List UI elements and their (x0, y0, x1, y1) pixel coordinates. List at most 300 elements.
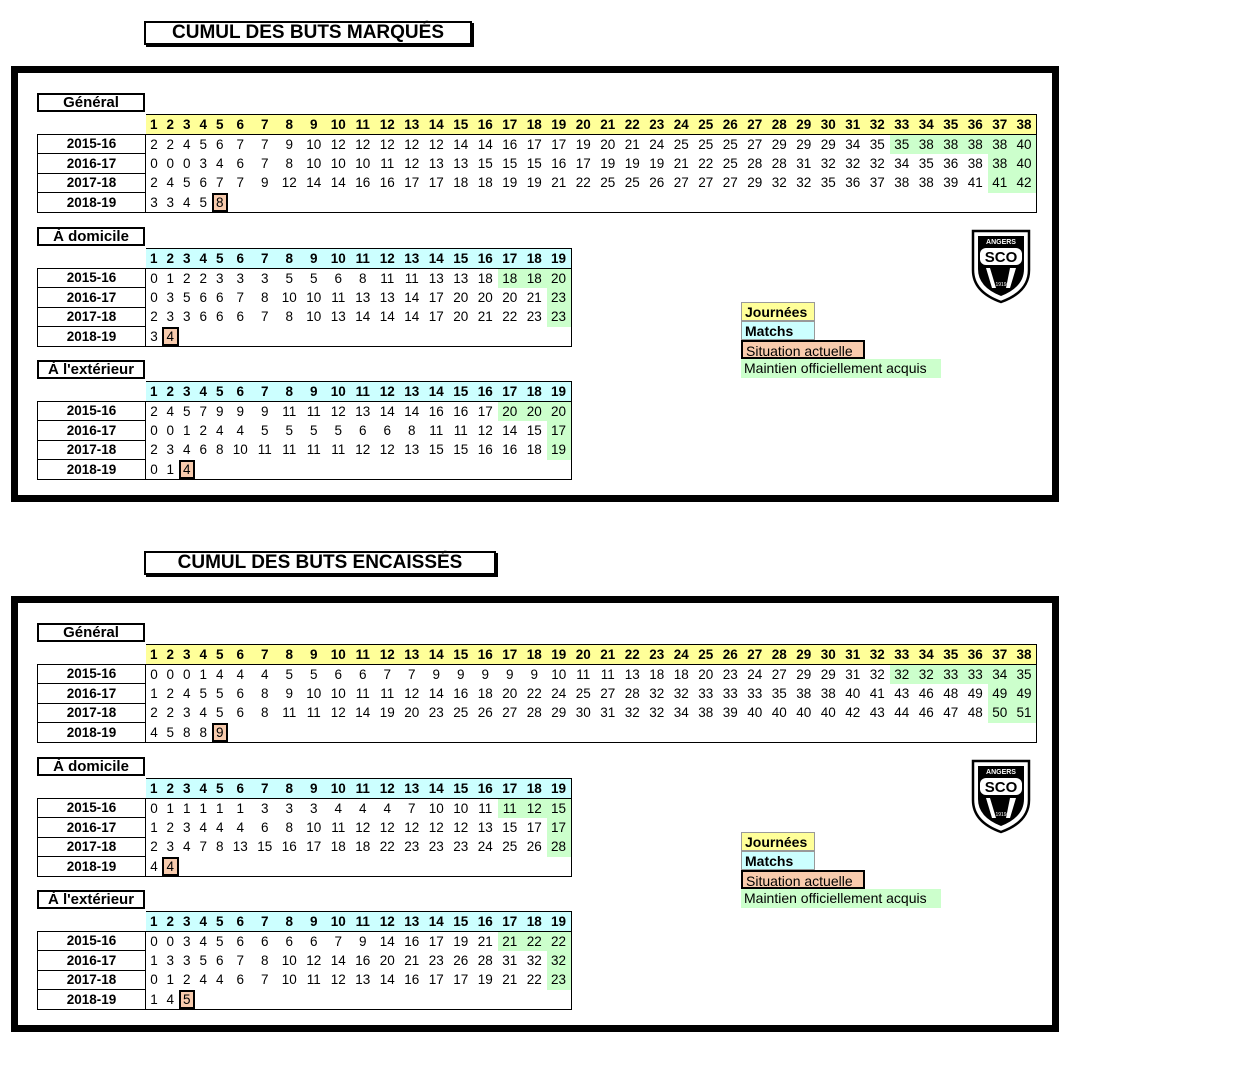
cumul-cell: 4 (375, 798, 400, 818)
cumul-cell (767, 723, 792, 743)
cumul-cell: 21 (498, 931, 523, 951)
cumul-cell: 4 (215, 819, 224, 835)
cumul-cell: 3 (182, 952, 191, 968)
matchday-header: 3 (179, 912, 196, 932)
matchday-header: 2 (162, 115, 179, 135)
cumul-cell: 12 (306, 952, 322, 968)
cumul-cell: 38 (988, 134, 1013, 154)
cumul-cell: 11 (331, 819, 346, 835)
cumul-cell: 32 (673, 685, 689, 701)
matchday-header: 12 (375, 249, 400, 269)
cumul-cell (400, 990, 425, 1010)
cumul-cell: 20 (596, 134, 621, 154)
cumul-cell: 17 (547, 818, 572, 838)
cumul-cell: 5 (277, 664, 302, 684)
matchday-header: 12 (375, 382, 400, 402)
cumul-cell: 32 (796, 175, 812, 191)
cumul-cell: 4 (212, 664, 229, 684)
cumul-cell (195, 327, 212, 347)
cumul-cell (302, 723, 327, 743)
cumul-cell: 3 (253, 798, 278, 818)
cumul-cell (424, 990, 449, 1010)
cumul-cell: 2 (182, 972, 191, 988)
cumul-cell (547, 193, 572, 213)
cumul-cell (547, 723, 572, 743)
cumul-cell: 20 (522, 401, 547, 421)
cumul-cell: 22 (575, 175, 591, 191)
cumul-cell: 4 (351, 798, 376, 818)
current-cell: 8 (212, 193, 229, 213)
cumul-cell: 9 (212, 401, 229, 421)
cumul-cell: 12 (330, 705, 346, 721)
cumul-cell: 0 (150, 422, 158, 438)
cumul-cell: 15 (453, 442, 469, 458)
cumul-cell: 5 (285, 422, 293, 438)
cumul-cell: 28 (771, 155, 787, 171)
cumul-cell: 35 (918, 155, 934, 171)
cumul-cell: 19 (624, 155, 640, 171)
header-spacer (38, 249, 146, 269)
cumul-cell: 19 (571, 134, 596, 154)
cumul-cell (253, 460, 278, 480)
cumul-cell: 6 (228, 931, 253, 951)
cumul-cell: 38 (939, 134, 964, 154)
cumul-cell: 6 (383, 422, 391, 438)
cumul-cell: 14 (502, 422, 518, 438)
cumul-cell (277, 327, 302, 347)
cumul-cell: 42 (1012, 173, 1037, 193)
cumul-table (37, 381, 572, 480)
cumul-cell: 0 (166, 422, 174, 438)
matchday-header: 19 (547, 382, 572, 402)
cumul-cell: 2 (150, 309, 158, 325)
cumul-cell (473, 990, 498, 1010)
cumul-cell: 3 (182, 705, 191, 721)
matchday-header: 6 (228, 249, 253, 269)
current-cell: 4 (162, 327, 179, 347)
cumul-cell: 21 (620, 134, 645, 154)
cumul-cell: 38 (988, 154, 1013, 174)
cumul-cell (228, 723, 253, 743)
cumul-cell: 10 (306, 819, 322, 835)
matchday-header: 23 (645, 115, 670, 135)
matchday-header: 33 (890, 645, 915, 665)
matchday-header: 9 (302, 645, 327, 665)
cumul-cell (841, 193, 866, 213)
cumul-cell: 25 (624, 175, 640, 191)
cumul-cell: 15 (547, 798, 572, 818)
season-label: 2016-17 (38, 818, 146, 838)
cumul-cell: 5 (199, 685, 207, 701)
matchday-header: 18 (522, 382, 547, 402)
matchday-header: 29 (792, 115, 817, 135)
cumul-cell: 26 (649, 175, 665, 191)
cumul-cell: 19 (547, 440, 572, 460)
cumul-cell: 6 (260, 819, 269, 835)
season-label: 2018-19 (38, 460, 146, 480)
cumul-cell: 11 (277, 401, 302, 421)
cumul-cell: 37 (869, 175, 885, 191)
cumul-cell: 29 (792, 134, 817, 154)
cumul-cell: 21 (404, 952, 420, 968)
cumul-cell: 0 (166, 155, 174, 171)
cumul-cell: 41 (869, 685, 885, 701)
cumul-cell: 10 (355, 155, 371, 171)
matchday-header: 11 (351, 645, 376, 665)
cumul-cell: 44 (894, 705, 910, 721)
cumul-cell: 25 (669, 134, 694, 154)
matchday-header: 25 (694, 115, 719, 135)
cumul-cell: 9 (473, 664, 498, 684)
cumul-cell: 9 (498, 664, 523, 684)
cumul-cell: 14 (375, 931, 400, 951)
cumul-cell (302, 327, 327, 347)
cumul-cell: 11 (306, 442, 321, 458)
cumul-cell: 11 (498, 798, 523, 818)
cumul-cell: 16 (477, 442, 493, 458)
cumul-cell (988, 723, 1013, 743)
cumul-cell (473, 460, 498, 480)
cumul-cell (326, 193, 351, 213)
cumul-cell: 4 (162, 401, 179, 421)
matchday-header: 27 (743, 645, 768, 665)
cumul-cell: 12 (379, 819, 395, 835)
cumul-cell (620, 723, 645, 743)
cumul-cell: 0 (150, 289, 158, 305)
cumul-cell (498, 857, 523, 877)
cumul-cell: 4 (253, 664, 278, 684)
matchday-header: 28 (767, 115, 792, 135)
cumul-cell (669, 723, 694, 743)
cumul-cell: 3 (146, 193, 163, 213)
cumul-cell: 6 (199, 175, 207, 191)
matchday-header: 3 (179, 382, 196, 402)
matchday-header: 31 (841, 115, 866, 135)
cumul-cell: 17 (428, 289, 444, 305)
header-spacer (38, 779, 146, 799)
cumul-cell: 33 (722, 685, 738, 701)
cumul-cell: 0 (150, 972, 158, 988)
matchday-header: 18 (522, 779, 547, 799)
matchday-header: 13 (400, 912, 425, 932)
cumul-cell: 11 (282, 705, 297, 721)
matchday-header: 1 (146, 779, 163, 799)
cumul-cell: 1 (162, 798, 179, 818)
matchday-header: 10 (326, 779, 351, 799)
cumul-cell: 2 (150, 705, 158, 721)
season-label: 2017-18 (38, 173, 146, 193)
logo-top-text: ANGERS (986, 239, 1016, 246)
cumul-cell: 11 (282, 442, 297, 458)
matchday-header: 6 (228, 912, 253, 932)
cumul-cell: 14 (330, 175, 346, 191)
cumul-cell (547, 327, 572, 347)
matchday-header: 13 (400, 645, 425, 665)
cumul-cell: 9 (260, 175, 269, 191)
cumul-cell: 23 (547, 307, 572, 327)
cumul-cell: 19 (477, 972, 493, 988)
season-label: 2015-16 (38, 664, 146, 684)
cumul-cell: 23 (547, 970, 572, 990)
cumul-cell (816, 193, 841, 213)
matchday-header: 11 (351, 115, 376, 135)
section-title: CUMUL DES BUTS ENCAISSÉS (144, 551, 496, 575)
cumul-cell: 25 (502, 839, 518, 855)
cumul-cell: 0 (146, 460, 163, 480)
season-label: 2018-19 (38, 193, 146, 213)
cumul-cell: 17 (547, 421, 572, 441)
cumul-cell (326, 460, 351, 480)
matchday-header: 6 (228, 779, 253, 799)
cumul-cell (522, 990, 547, 1010)
matchday-header: 20 (571, 645, 596, 665)
cumul-cell: 23 (526, 309, 542, 325)
cumul-cell: 32 (771, 175, 787, 191)
matchday-header: 10 (326, 115, 351, 135)
cumul-cell: 39 (722, 705, 738, 721)
cumul-cell: 4 (199, 705, 207, 721)
cumul-cell (400, 857, 425, 877)
cumul-cell: 7 (228, 134, 253, 154)
cumul-cell: 5 (182, 175, 191, 191)
cumul-cell: 18 (453, 175, 469, 191)
legend (741, 832, 941, 908)
cumul-cell: 17 (404, 175, 420, 191)
cumul-cell: 0 (146, 931, 163, 951)
cumul-cell: 17 (547, 134, 572, 154)
cumul-cell: 6 (215, 309, 224, 325)
cumul-cell: 28 (526, 705, 542, 721)
legend-situation-actuelle: Situation actuelle (741, 340, 865, 359)
sco-angers-logo (970, 228, 1032, 304)
season-label: 2017-18 (38, 703, 146, 723)
cumul-cell: 1 (150, 685, 158, 701)
cumul-cell: 14 (330, 952, 346, 968)
cumul-cell (498, 327, 523, 347)
matchday-header: 32 (865, 645, 890, 665)
cumul-cell: 4 (182, 685, 191, 701)
cumul-cell: 11 (596, 664, 621, 684)
cumul-cell: 15 (502, 819, 518, 835)
cumul-cell (547, 857, 572, 877)
cumul-cell (195, 857, 212, 877)
matchday-header: 8 (277, 779, 302, 799)
cumul-cell: 10 (306, 289, 322, 305)
cumul-cell: 14 (400, 401, 425, 421)
cumul-cell: 12 (404, 685, 420, 701)
matchday-header: 2 (162, 912, 179, 932)
cumul-cell: 9 (285, 685, 293, 701)
cumul-cell: 0 (150, 155, 158, 171)
cumul-cell: 22 (526, 685, 542, 701)
cumul-cell: 29 (816, 664, 841, 684)
cumul-cell: 11 (302, 401, 327, 421)
cumul-cell: 3 (277, 798, 302, 818)
season-label: 2016-17 (38, 421, 146, 441)
matchday-header: 19 (547, 115, 572, 135)
cumul-cell: 35 (890, 134, 915, 154)
cumul-cell: 2 (195, 268, 212, 288)
cumul-cell (718, 193, 743, 213)
matchday-header: 4 (195, 912, 212, 932)
cumul-cell (498, 193, 523, 213)
cumul-cell: 46 (918, 685, 934, 701)
cumul-cell (424, 460, 449, 480)
cumul-cell (449, 460, 474, 480)
cumul-cell: 4 (199, 972, 207, 988)
cumul-cell (179, 857, 196, 877)
cumul-cell: 13 (620, 664, 645, 684)
cumul-cell: 48 (943, 685, 959, 701)
matchday-header: 4 (195, 249, 212, 269)
cumul-cell: 28 (477, 952, 493, 968)
cumul-cell: 16 (502, 442, 518, 458)
cumul-cell: 22 (547, 931, 572, 951)
cumul-cell (939, 723, 964, 743)
cumul-cell: 25 (722, 155, 738, 171)
cumul-cell: 12 (404, 819, 420, 835)
cumul-cell: 17 (575, 155, 591, 171)
cumul-cell (694, 723, 719, 743)
cumul-cell: 38 (796, 685, 812, 701)
cumul-cell: 4 (215, 155, 224, 171)
matchday-header: 2 (162, 645, 179, 665)
cumul-cell: 18 (645, 664, 670, 684)
cumul-cell: 5 (215, 685, 224, 701)
cumul-cell: 17 (428, 175, 444, 191)
cumul-cell (449, 193, 474, 213)
cumul-cell: 2 (150, 839, 158, 855)
cumul-cell: 17 (522, 134, 547, 154)
matchday-header: 7 (253, 645, 278, 665)
cumul-cell: 15 (502, 155, 518, 171)
cumul-cell: 7 (253, 134, 278, 154)
cumul-cell: 6 (358, 422, 367, 438)
cumul-cell: 12 (428, 819, 444, 835)
matchday-header: 16 (473, 645, 498, 665)
cumul-cell: 27 (502, 705, 518, 721)
matchday-header: 10 (326, 645, 351, 665)
cumul-cell: 23 (428, 839, 444, 855)
matchday-header: 38 (1012, 115, 1037, 135)
cumul-cell: 12 (326, 401, 351, 421)
cumul-cell: 10 (232, 442, 248, 458)
cumul-cell: 8 (407, 422, 416, 438)
cumul-cell: 10 (424, 798, 449, 818)
cumul-cell: 14 (379, 309, 395, 325)
cumul-cell: 0 (179, 664, 196, 684)
matchday-header: 15 (449, 645, 474, 665)
cumul-cell: 9 (277, 134, 302, 154)
cumul-cell: 25 (575, 685, 591, 701)
cumul-cell: 43 (869, 705, 885, 721)
cumul-cell: 34 (841, 134, 866, 154)
cumul-cell: 19 (649, 155, 665, 171)
matchday-header: 6 (228, 115, 253, 135)
cumul-cell: 11 (429, 422, 444, 438)
matchday-header: 11 (351, 912, 376, 932)
cumul-cell (498, 990, 523, 1010)
matchday-header: 19 (547, 645, 572, 665)
cumul-cell: 10 (281, 972, 297, 988)
cumul-cell: 3 (182, 819, 191, 835)
cumul-cell: 27 (722, 175, 738, 191)
logo-top-text: ANGERS (986, 769, 1016, 776)
matchday-header: 1 (146, 645, 163, 665)
cumul-cell: 17 (526, 819, 542, 835)
cumul-cell: 12 (404, 155, 420, 171)
cumul-cell: 35 (865, 134, 890, 154)
cumul-cell (302, 193, 327, 213)
matchday-header: 11 (351, 249, 376, 269)
cumul-cell (522, 857, 547, 877)
cumul-cell: 3 (166, 309, 174, 325)
cumul-cell (326, 723, 351, 743)
matchday-header: 14 (424, 115, 449, 135)
cumul-cell (522, 723, 547, 743)
cumul-cell: 11 (380, 685, 395, 701)
cumul-cell: 33 (747, 685, 763, 701)
cumul-cell: 12 (453, 819, 469, 835)
season-label: 2017-18 (38, 837, 146, 857)
cumul-cell: 16 (281, 839, 297, 855)
cumul-cell: 14 (404, 289, 420, 305)
cumul-cell: 5 (277, 268, 302, 288)
cumul-cell (498, 460, 523, 480)
cumul-cell: 12 (355, 819, 371, 835)
matchday-header: 5 (212, 645, 229, 665)
matchday-header: 12 (375, 912, 400, 932)
cumul-cell: 7 (195, 401, 212, 421)
cumul-cell: 1 (146, 990, 163, 1010)
cumul-cell: 6 (302, 931, 327, 951)
cumul-cell: 13 (449, 268, 474, 288)
cumul-cell: 18 (477, 175, 493, 191)
cumul-cell: 5 (162, 723, 179, 743)
cumul-cell (375, 990, 400, 1010)
matchday-header: 16 (473, 912, 498, 932)
current-cell: 5 (179, 990, 196, 1010)
cumul-table (37, 114, 1037, 213)
cumul-cell: 33 (698, 685, 714, 701)
matchday-header: 8 (277, 382, 302, 402)
cumul-cell: 12 (351, 134, 376, 154)
cumul-cell (596, 193, 621, 213)
cumul-cell (351, 857, 376, 877)
cumul-cell: 16 (453, 685, 469, 701)
logo-year: 1919 (995, 812, 1007, 818)
cumul-cell (351, 193, 376, 213)
cumul-cell: 25 (600, 175, 616, 191)
cumul-cell: 17 (306, 839, 322, 855)
cumul-cell: 5 (195, 134, 212, 154)
cumul-cell: 18 (330, 839, 346, 855)
cumul-cell: 3 (253, 268, 278, 288)
cumul-cell (424, 327, 449, 347)
cumul-cell: 14 (473, 134, 498, 154)
cumul-cell (253, 193, 278, 213)
cumul-cell: 11 (306, 705, 321, 721)
cumul-cell: 5 (182, 289, 191, 305)
cumul-cell: 8 (215, 839, 224, 855)
legend-journees: Journées (741, 302, 815, 321)
cumul-cell: 12 (281, 175, 297, 191)
cumul-cell: 3 (199, 155, 207, 171)
cumul-cell: 22 (502, 309, 518, 325)
cumul-cell: 20 (379, 952, 395, 968)
cumul-cell (228, 460, 253, 480)
cumul-table (37, 911, 572, 1010)
